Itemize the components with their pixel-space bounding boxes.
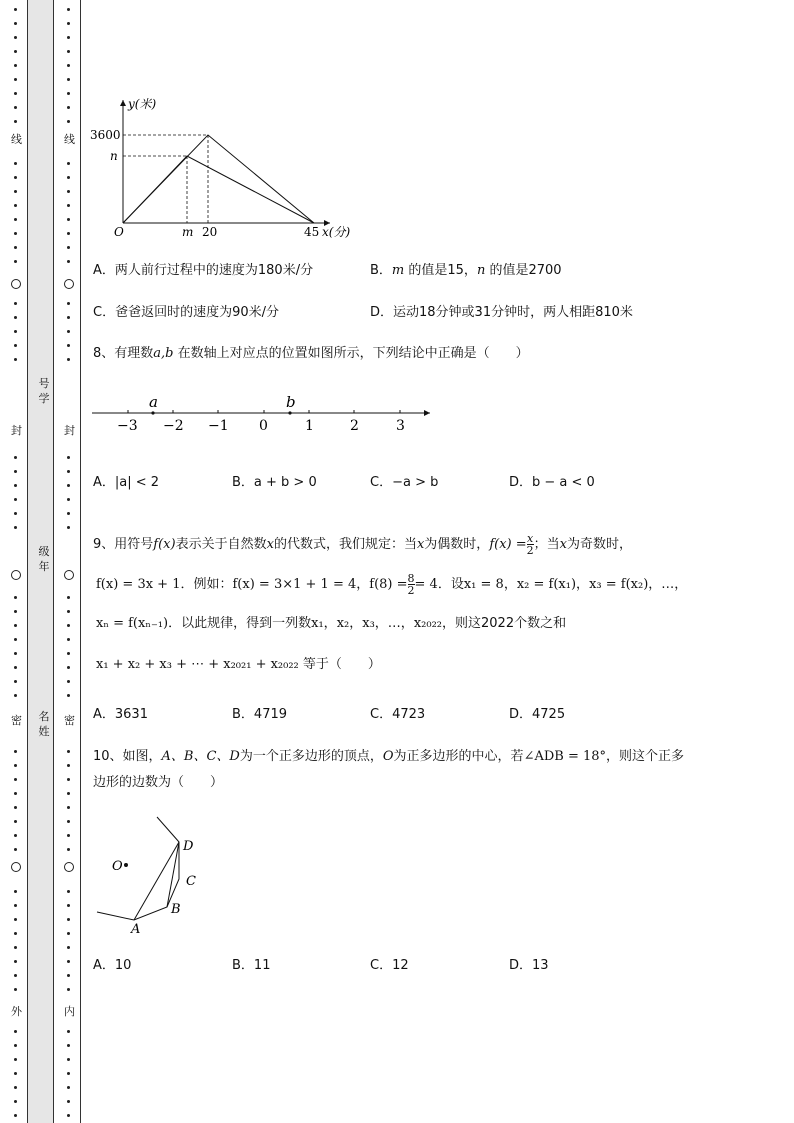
q10-math: A、B、C、D	[161, 749, 240, 764]
q9-fraction-x-over-2	[527, 533, 534, 556]
cut-line-dot	[67, 526, 70, 529]
q9-text: ．以此规律，得到一列数	[168, 616, 312, 631]
q9-math: x₃ = f(x₂)	[589, 577, 649, 592]
cut-line-dot	[67, 694, 70, 697]
q9-text: ，	[323, 616, 337, 631]
q9-option-d[interactable]: D．4725	[509, 707, 566, 722]
cut-line-dot	[67, 848, 70, 851]
cut-line-dot	[67, 106, 70, 109]
cut-line-dot	[67, 932, 70, 935]
q9-text: ，则这2022个数之和	[442, 616, 567, 631]
cut-line-dot	[67, 960, 70, 963]
cut-line-dot	[14, 918, 17, 921]
cut-line-dot	[67, 176, 70, 179]
cut-line-dot	[67, 624, 70, 627]
q9-math: xₙ = f(xₙ₋₁)	[96, 616, 169, 631]
point-a-label: a	[149, 393, 158, 411]
nl-tick-label: −1	[208, 418, 229, 434]
margin-circle-right-3	[64, 862, 74, 872]
cut-line-dot	[14, 1030, 17, 1033]
cut-line-dot	[67, 638, 70, 641]
cut-line-dot	[14, 302, 17, 305]
q9-text: ．设	[437, 577, 464, 592]
q9-option-c[interactable]: C．4723	[370, 707, 426, 722]
q9-math: x	[559, 537, 567, 552]
q9-line-2	[96, 573, 687, 596]
q9-math: x	[416, 537, 425, 552]
q7-distance-time-graph	[88, 92, 368, 242]
q9-line-3	[96, 616, 566, 632]
q9-text: ；当	[533, 537, 560, 552]
q9-math: f(x) =	[489, 537, 527, 552]
cut-line-dot	[14, 750, 17, 753]
nl-tick-label: 1	[305, 418, 314, 434]
q10-text: 为正多边形的中心，若	[393, 749, 524, 764]
label-D: D	[183, 839, 194, 854]
q9-math: x₁	[311, 616, 324, 631]
margin-circle-right-1	[64, 279, 74, 289]
cut-line-dot	[14, 1114, 17, 1117]
cut-line-dot	[67, 498, 70, 501]
cut-line-dot	[14, 806, 17, 809]
cut-line-dot	[14, 484, 17, 487]
cut-line-dot	[14, 470, 17, 473]
cut-line-dot	[67, 1030, 70, 1033]
q10-text: 10、如图，	[93, 749, 162, 764]
cut-line-dot	[67, 1044, 70, 1047]
nl-tick-label: −3	[117, 418, 138, 434]
q9-frac-den: 2	[407, 584, 415, 597]
cut-line-dot	[67, 918, 70, 921]
cut-line-dot	[14, 960, 17, 963]
cut-line-dot	[67, 652, 70, 655]
q7-option-b-prefix: B．	[370, 263, 392, 278]
q9-text: 为奇数时，	[566, 537, 632, 552]
cut-line-dot	[14, 120, 17, 123]
cut-line-dot	[67, 484, 70, 487]
q10-option-a[interactable]: A．10	[93, 958, 132, 973]
q9-fraction-8-over-2	[408, 573, 415, 596]
cut-line-dot	[14, 344, 17, 347]
q9-math: x₂₀₂₂	[413, 616, 442, 631]
cut-line-dot	[67, 806, 70, 809]
cut-line-dot	[14, 1044, 17, 1047]
q10-option-c[interactable]: C．12	[370, 958, 409, 973]
cut-line-dot	[67, 344, 70, 347]
q7-option-b-m: m	[391, 263, 405, 278]
cut-line-dot	[67, 204, 70, 207]
cut-line-dot	[67, 988, 70, 991]
margin-label-nei: 内	[64, 1005, 75, 1018]
cut-line-dot	[14, 1072, 17, 1075]
margin-label-xian-right: 线	[64, 133, 75, 146]
cut-line-dot	[67, 64, 70, 67]
cut-line-dot	[14, 638, 17, 641]
cut-line-dot	[67, 666, 70, 669]
cut-line-dot	[14, 330, 17, 333]
q10-line-1	[93, 749, 684, 765]
q7-option-c[interactable]: C．爸爸返回时的速度为90米/分	[93, 305, 279, 320]
cut-line-dot	[14, 78, 17, 81]
q10-math: O	[382, 749, 394, 764]
cut-line-dot	[67, 22, 70, 25]
center-point	[124, 863, 128, 867]
q9-math: x₁ + x₂ + x₃ + ⋯ + x₂₀₂₁ + x₂₀₂₂	[96, 657, 299, 672]
margin-circle-left-1	[11, 279, 21, 289]
q9-text: 为偶数时，	[424, 537, 490, 552]
cut-line-dot	[67, 50, 70, 53]
q9-text: ，…，	[648, 577, 688, 592]
cut-line-dot	[67, 246, 70, 249]
q7-option-a[interactable]: A．两人前行过程中的速度为180米/分	[93, 263, 314, 278]
cut-line-dot	[14, 1058, 17, 1061]
cut-line-dot	[14, 946, 17, 949]
cut-line-dot	[67, 120, 70, 123]
label-C: C	[186, 874, 196, 889]
q8-option-b[interactable]: B．a + b > 0	[232, 475, 317, 490]
q9-text: 表示关于自然数	[175, 537, 267, 552]
q9-math: f(x) = 3x + 1	[96, 577, 181, 592]
q8-stem-prefix: 8、有理数	[93, 346, 154, 361]
margin-circle-left-2	[11, 570, 21, 580]
q9-math: f(x)	[153, 537, 176, 552]
q7-option-b[interactable]	[370, 263, 562, 279]
cut-line-dot	[14, 764, 17, 767]
q9-text: ，	[356, 577, 370, 592]
margin-label-wai: 外	[11, 1005, 22, 1018]
point-a	[151, 411, 154, 414]
field-student-number: 号学	[38, 377, 50, 405]
cut-line-dot	[14, 610, 17, 613]
cut-line-dot	[14, 932, 17, 935]
x-tick-20: 20	[202, 225, 218, 239]
cut-line-dot	[14, 974, 17, 977]
q9-text: ，	[503, 577, 517, 592]
binding-margin	[0, 0, 82, 1123]
x-tick-45: 45	[304, 225, 320, 239]
cut-line-dot	[67, 218, 70, 221]
cut-line-dot	[14, 652, 17, 655]
q7-option-d[interactable]: D．运动18分钟或31分钟时，两人相距810米	[370, 305, 633, 320]
cut-line-dot	[14, 1100, 17, 1103]
q8-option-c[interactable]: C．−a > b	[370, 475, 439, 490]
q9-text: ，	[576, 577, 590, 592]
cut-line-dot	[67, 330, 70, 333]
q8-stem	[93, 346, 529, 362]
cut-line-dot	[14, 64, 17, 67]
q8-stem-vars: a,b	[153, 346, 174, 361]
right-dotted-cut-line	[67, 0, 73, 1123]
cut-line-dot	[67, 456, 70, 459]
cut-line-dot	[67, 834, 70, 837]
cut-line-dot	[14, 834, 17, 837]
cut-line-dot	[14, 778, 17, 781]
cut-line-dot	[14, 456, 17, 459]
q9-math: = 4	[414, 577, 438, 592]
q8-stem-suffix: 在数轴上对应点的位置如图所示，下列结论中正确是（ ）	[173, 346, 529, 361]
q9-option-a[interactable]: A．3631	[93, 707, 148, 722]
cut-line-dot	[67, 610, 70, 613]
cut-line-dot	[67, 232, 70, 235]
cut-line-dot	[14, 162, 17, 165]
q7-option-b-n: n	[476, 263, 486, 278]
q10-text: ，则这个正多	[606, 749, 685, 764]
margin-label-mi-left: 密	[11, 714, 22, 727]
cut-line-dot	[67, 764, 70, 767]
cut-line-dot	[14, 36, 17, 39]
q10-math: ∠ADB = 18°	[523, 749, 607, 764]
cut-line-dot	[67, 680, 70, 683]
cut-line-dot	[67, 1072, 70, 1075]
cut-line-dot	[67, 190, 70, 193]
cut-line-dot	[67, 1086, 70, 1089]
cut-line-dot	[67, 778, 70, 781]
cut-line-dot	[67, 1114, 70, 1117]
q10-option-d[interactable]: D．13	[509, 958, 549, 973]
q7-option-b-suffix: 的值是2700	[485, 263, 562, 278]
cut-line-dot	[14, 316, 17, 319]
cut-line-dot	[67, 596, 70, 599]
left-dotted-cut-line	[14, 0, 20, 1123]
q9-text: 9、用符号	[93, 537, 154, 552]
origin-label: O	[114, 225, 124, 239]
nl-tick-label: 3	[396, 418, 405, 434]
cut-line-dot	[14, 246, 17, 249]
q10-line-2: 边形的边数为（ ）	[93, 775, 224, 790]
cut-line-dot	[14, 190, 17, 193]
cut-line-dot	[14, 106, 17, 109]
cut-line-dot	[67, 750, 70, 753]
q9-line-4	[96, 657, 381, 673]
cut-line-dot	[14, 792, 17, 795]
field-class: 级年	[38, 545, 50, 573]
q8-option-d[interactable]: D．b − a < 0	[509, 475, 595, 490]
cut-line-dot	[14, 596, 17, 599]
cut-line-dot	[14, 848, 17, 851]
q9-text: ，…，	[374, 616, 414, 631]
cut-line-dot	[14, 498, 17, 501]
cut-line-dot	[67, 890, 70, 893]
q9-frac-den: 2	[526, 544, 534, 557]
cut-line-dot	[14, 526, 17, 529]
cut-line-dot	[14, 666, 17, 669]
y-tick-3600: 3600	[90, 128, 121, 142]
q9-text: 等于（ ）	[298, 657, 381, 672]
cut-line-dot	[14, 232, 17, 235]
cut-line-dot	[67, 1058, 70, 1061]
cut-line-dot	[67, 8, 70, 11]
cut-line-dot	[14, 50, 17, 53]
y-tick-n: n	[110, 149, 118, 163]
cut-line-dot	[67, 904, 70, 907]
cut-line-dot	[14, 260, 17, 263]
x-tick-m: m	[182, 225, 194, 239]
cut-line-dot	[14, 22, 17, 25]
q9-text: ．例如：	[180, 577, 233, 592]
cut-line-dot	[14, 820, 17, 823]
cut-line-dot	[67, 260, 70, 263]
q7-option-b-mid: 的值是15，	[404, 263, 477, 278]
cut-line-dot	[67, 36, 70, 39]
q10-option-b[interactable]: B．11	[232, 958, 271, 973]
margin-label-feng-right: 封	[64, 424, 75, 437]
margin-label-xian-left: 线	[11, 133, 22, 146]
cut-line-dot	[14, 204, 17, 207]
q8-number-line	[90, 388, 440, 438]
q9-line-1	[93, 533, 632, 556]
cut-line-dot	[67, 92, 70, 95]
q9-math: f(x) = 3×1 + 1 = 4	[232, 577, 357, 592]
cut-line-dot	[14, 890, 17, 893]
q9-option-b[interactable]: B．4719	[232, 707, 288, 722]
label-O: O	[112, 859, 123, 874]
margin-label-mi-right: 密	[64, 714, 75, 727]
point-b-label: b	[286, 393, 296, 411]
label-B: B	[171, 902, 181, 917]
cut-line-dot	[14, 904, 17, 907]
label-A: A	[131, 922, 141, 937]
cut-line-dot	[67, 470, 70, 473]
cut-line-dot	[67, 512, 70, 515]
x-axis-label: x(分)	[322, 225, 351, 239]
q10-text: 为一个正多边形的顶点，	[239, 749, 383, 764]
q9-math: x₂ = f(x₁)	[516, 577, 577, 592]
q9-math: x₃	[362, 616, 375, 631]
q9-text: ，	[349, 616, 363, 631]
q8-option-a[interactable]: A．|a| < 2	[93, 475, 160, 490]
cut-line-dot	[67, 946, 70, 949]
y-axis-label: y(米)	[128, 97, 157, 111]
margin-border-line	[80, 0, 81, 1123]
point-b	[288, 411, 291, 414]
cut-line-dot	[67, 316, 70, 319]
cut-line-dot	[67, 302, 70, 305]
field-name: 名姓	[38, 710, 50, 738]
q9-math: f(8) =	[369, 577, 408, 592]
cut-line-dot	[14, 92, 17, 95]
cut-line-dot	[14, 988, 17, 991]
cut-line-dot	[14, 8, 17, 11]
cut-line-dot	[67, 358, 70, 361]
nl-tick-label: −2	[163, 418, 184, 434]
q9-math: x₂	[336, 616, 350, 631]
q9-text: 的代数式，我们规定：当	[273, 537, 417, 552]
cut-line-dot	[14, 218, 17, 221]
q9-frac-num: 8	[407, 572, 415, 585]
cut-line-dot	[67, 974, 70, 977]
cut-line-dot	[67, 792, 70, 795]
nl-tick-label: 0	[259, 418, 268, 434]
margin-circle-left-3	[11, 862, 21, 872]
cut-line-dot	[14, 694, 17, 697]
q9-math: x₁ = 8	[463, 577, 504, 592]
cut-line-dot	[67, 820, 70, 823]
margin-circle-right-2	[64, 570, 74, 580]
q10-polygon-figure	[92, 812, 222, 937]
cut-line-dot	[14, 1086, 17, 1089]
q9-frac-num: x	[527, 532, 534, 545]
q9-math: x	[266, 537, 274, 552]
cut-line-dot	[14, 680, 17, 683]
cut-line-dot	[14, 358, 17, 361]
cut-line-dot	[14, 176, 17, 179]
cut-line-dot	[67, 162, 70, 165]
cut-line-dot	[67, 1100, 70, 1103]
cut-line-dot	[14, 624, 17, 627]
nl-tick-label: 2	[350, 418, 359, 434]
cut-line-dot	[67, 78, 70, 81]
margin-label-feng-left: 封	[11, 424, 22, 437]
cut-line-dot	[14, 512, 17, 515]
